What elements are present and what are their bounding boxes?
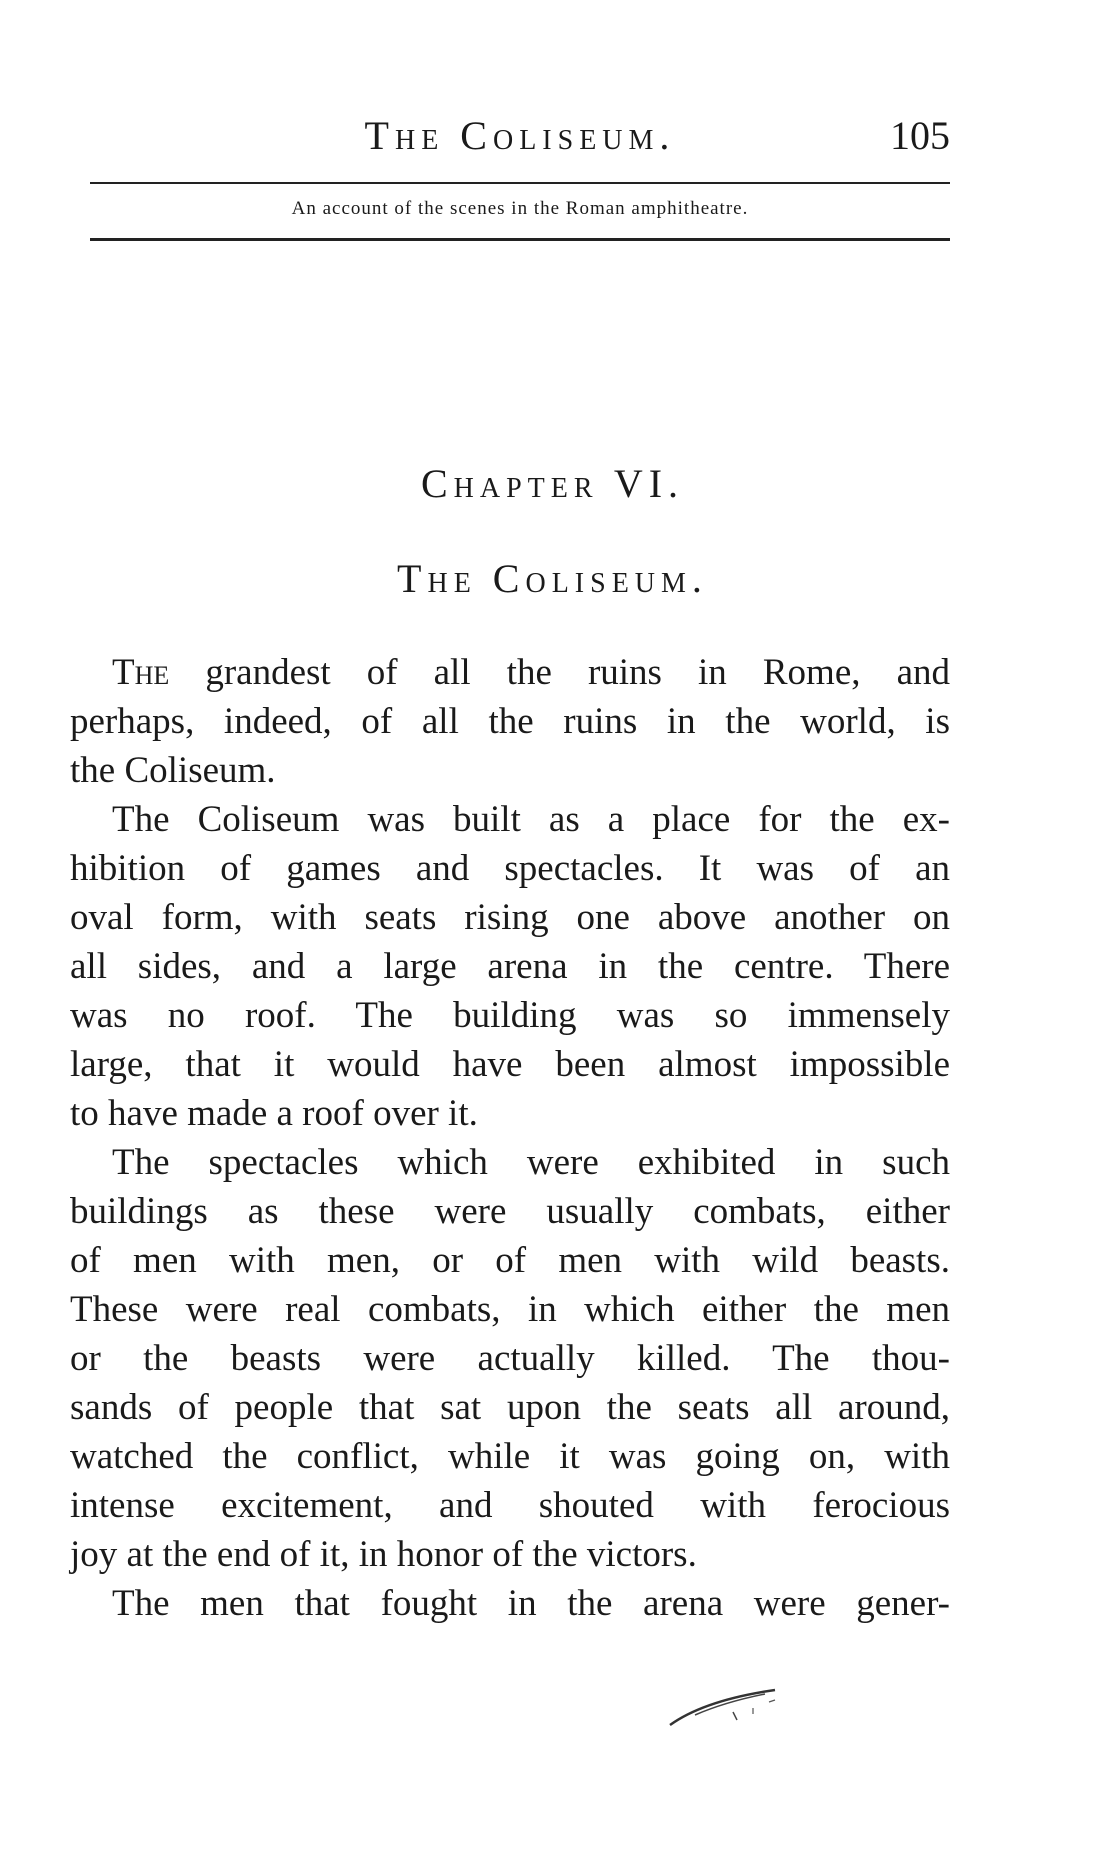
text-line: The grandest of all the ruins in Rome, and	[112, 652, 950, 693]
text-line: The Coliseum was built as a place for the ex-	[112, 799, 950, 840]
running-title: The Coliseum.	[364, 113, 676, 158]
chapter-title: The Coliseum.	[397, 556, 708, 601]
text-line: The spectacles which were exhibited in such	[112, 1142, 950, 1183]
text-line: perhaps, indeed, of all the ruins in the world, is	[70, 701, 950, 742]
text-line: was no roof. The building was so immensely	[70, 995, 950, 1036]
running-head	[90, 112, 950, 172]
ink-smudge-mark	[665, 1680, 795, 1730]
text-line: buildings as these were usually combats, either	[70, 1191, 950, 1232]
text-line: oval form, with seats rising one above another on	[70, 897, 950, 938]
text-line: or the beasts were actually killed. The thou-	[70, 1338, 950, 1379]
paragraph-2	[70, 795, 950, 1138]
text-line: joy at the end of it, in honor of the victors.	[70, 1534, 697, 1575]
text-line: watched the conflict, while it was going on, with	[70, 1436, 950, 1477]
chapter-label: Chapter VI.	[420, 461, 685, 506]
text-line: The men that fought in the arena were gener-	[112, 1583, 950, 1624]
paragraph-1	[70, 648, 950, 795]
paragraph-4	[70, 1579, 950, 1628]
text-line: of men with men, or of men with wild beasts.	[70, 1240, 950, 1281]
text-line: hibition of games and spectacles. It was of an	[70, 848, 950, 889]
text-line: all sides, and a large arena in the centre. There	[70, 946, 950, 987]
page-subtitle: An account of the scenes in the Roman amphitheatre.	[291, 198, 749, 219]
header-rule-bottom	[90, 238, 950, 241]
text-line: the Coliseum.	[70, 750, 276, 791]
text-line: to have made a roof over it.	[70, 1093, 478, 1134]
lead-word: The	[112, 652, 170, 693]
header-rule-top	[90, 182, 950, 184]
text-line: sands of people that sat upon the seats all around,	[70, 1387, 950, 1428]
text-line: large, that it would have been almost impossible	[70, 1044, 950, 1085]
paragraph-3	[70, 1138, 950, 1579]
body-text	[70, 648, 950, 1628]
text-line: These were real combats, in which either the men	[70, 1289, 950, 1330]
text-line: intense excitement, and shouted with ferocious	[70, 1485, 950, 1526]
page-number: 105	[890, 113, 950, 158]
